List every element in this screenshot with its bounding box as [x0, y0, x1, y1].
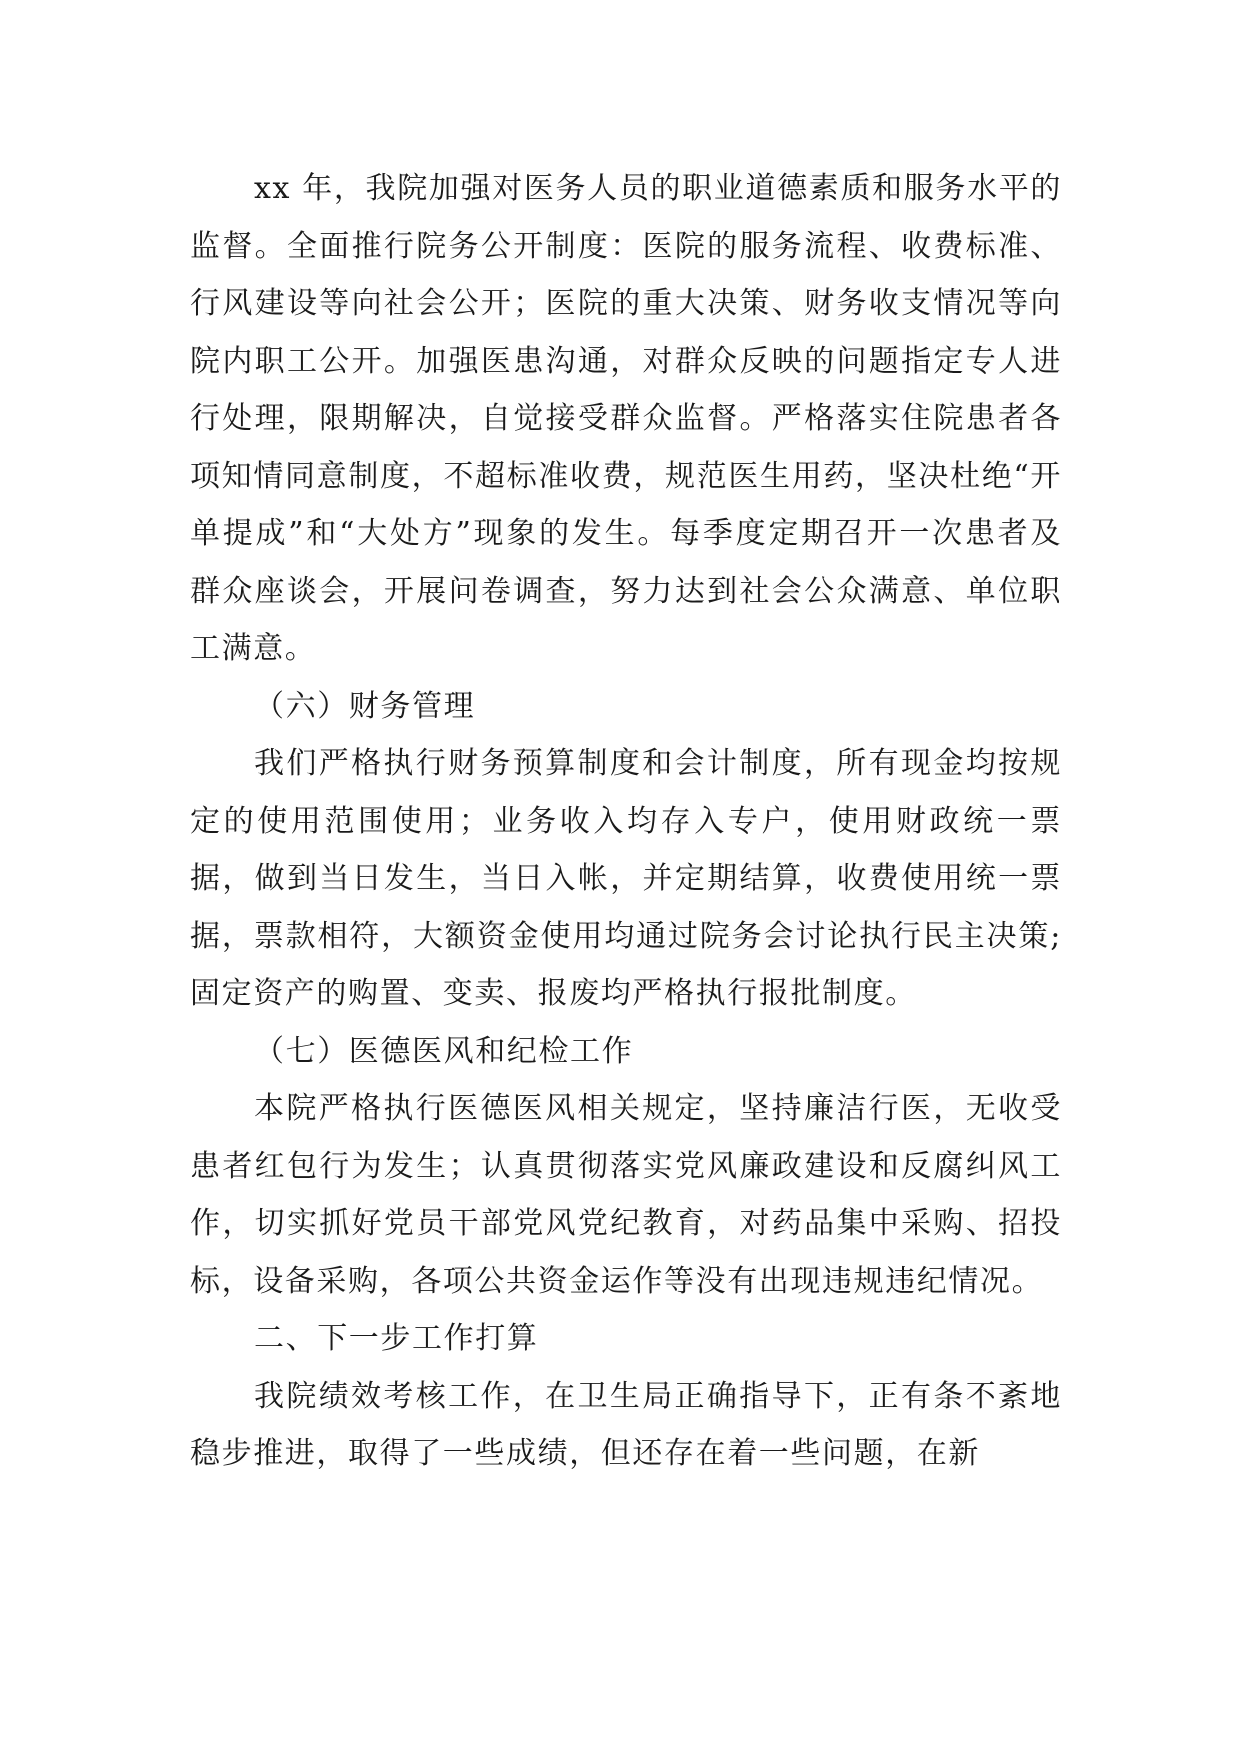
paragraph-hospital-supervision: xx 年，我院加强对医务人员的职业道德素质和服务水平的监督。全面推行院务公开制度：医院的服务流程、收费标准、行风建设等向社会公开；医院的重大决策、财务收支情况等向院内职工公开。加强医患沟通，对群众反映的问题指定专人进行处理，限期解决，自觉接受群众监督。严格落实住院患者各项知情同意制度，不超标准收费，规范医生用药，坚决杜绝“开单提成”和“大处方”现象的发生。每季度定期召开一次患者及群众座谈会，开展问卷调查，努力达到社会公众满意、单位职工满意。: [190, 171, 1062, 666]
document-body: [190, 160, 1062, 1483]
paragraph-finance-management: 我们严格执行财务预算制度和会计制度，所有现金均按规定的使用范围使用；业务收入均存入专户，使用财政统一票据，做到当日发生，当日入帐，并定期结算，收费使用统一票据，票款相符，大额资金使用均通过院务会讨论执行民主决策;固定资产的购置、变卖、报废均严格执行报批制度。: [190, 746, 1062, 1011]
paragraph-ethics-discipline: 本院严格执行医德医风相关规定，坚持廉洁行医，无收受患者红包行为发生；认真贯彻落实党风廉政建设和反腐纠风工作，切实抓好党员干部党风党纪教育，对药品集中采购、招投标，设备采购，各项公共资金运作等没有出现违规违纪情况。: [190, 1091, 1062, 1299]
section-heading-next-steps: 二、下一步工作打算: [254, 1321, 539, 1356]
paragraph-next-steps: 我院绩效考核工作，在卫生局正确指导下，正有条不紊地稳步推进，取得了一些成绩，但还存在着一些问题，在新: [190, 1378, 1062, 1471]
section-heading-finance: （六）财务管理: [254, 688, 476, 724]
section-heading-ethics: （七）医德医风和纪检工作: [254, 1033, 634, 1069]
